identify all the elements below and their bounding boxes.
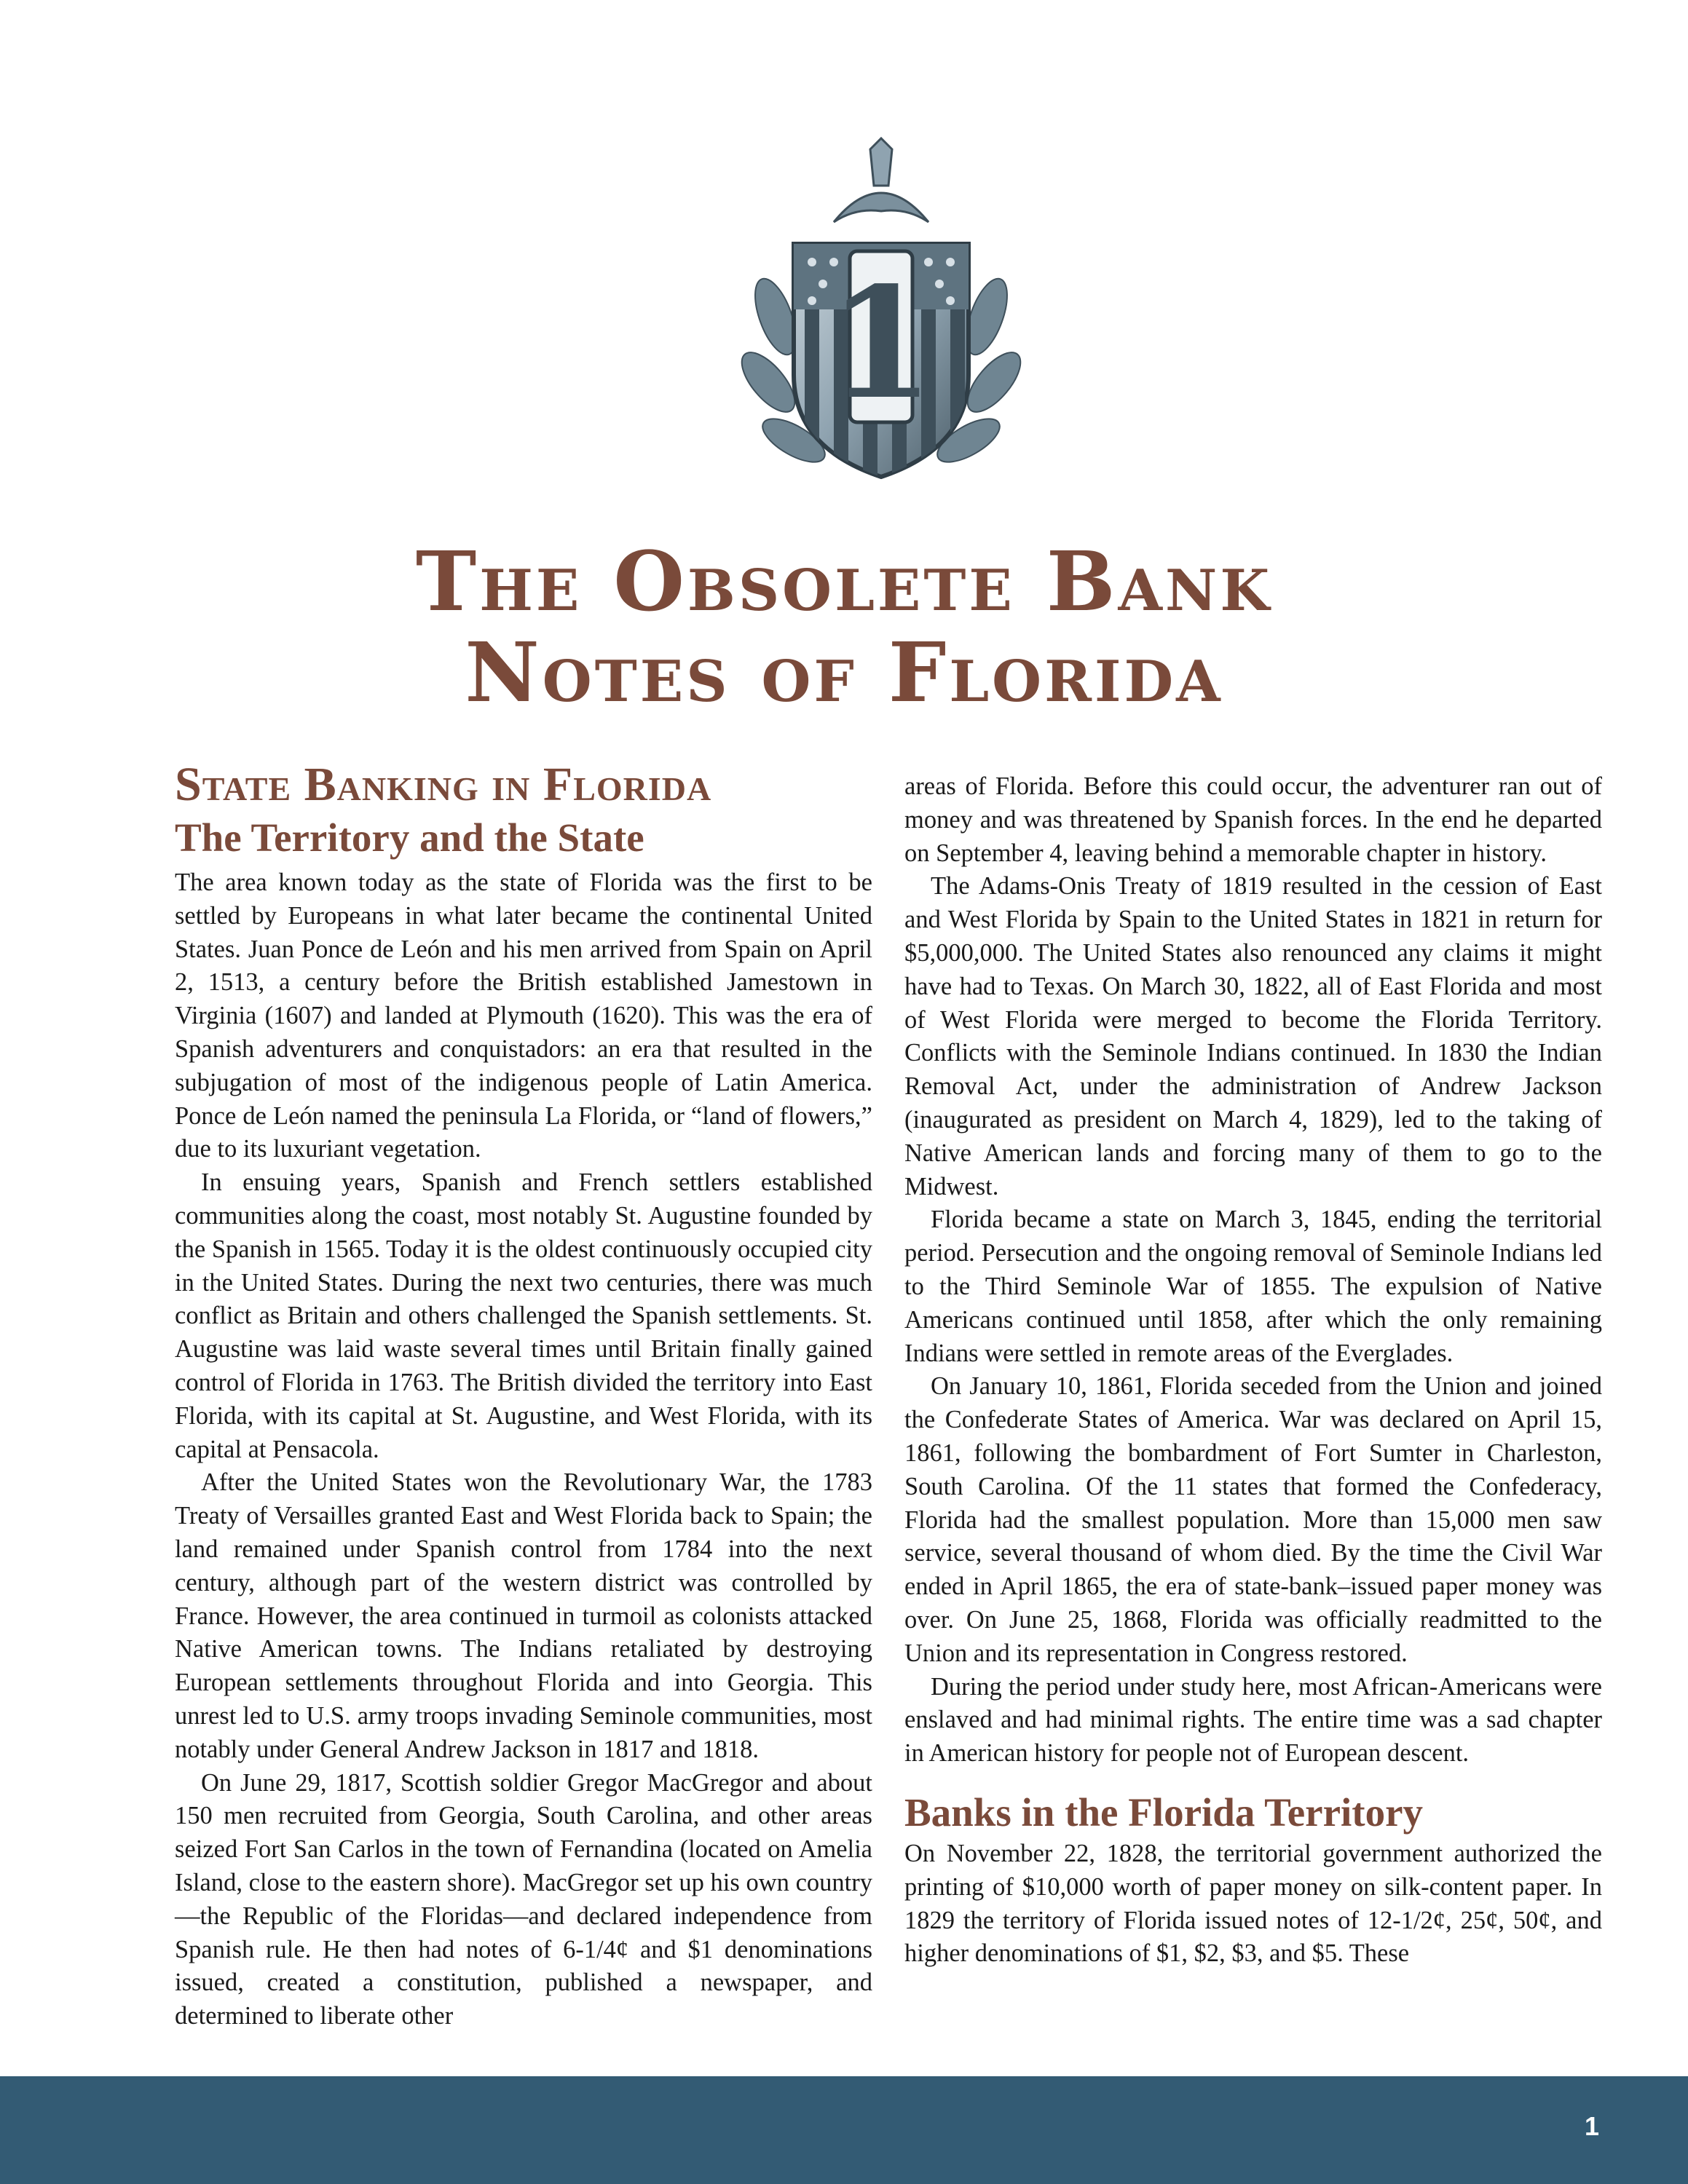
shield-emblem-icon <box>725 135 1038 499</box>
subheading-territory-state: The Territory and the State <box>175 815 644 860</box>
page-title-line-2: Notes of Florida <box>465 625 1223 721</box>
paragraph: In ensuing years, Spanish and French settlers established communities along the coast, most notably St. Augustine founded by the Spanish in 1565. Today it is the oldest continuously occupied city in the United States. During the next two centuries, there was much conflict as Britain and others challenged the Spanish settlements. St. Augustine was laid waste several times until Britain finally gained control of Florida in 1763. The British divided the territory into East Florida, with its capital at St. Augustine, and West Florida, with its capital at Pensacola. <box>175 1168 872 1463</box>
right-column <box>904 770 1602 1971</box>
paragraph: Florida became a state on March 3, 1845, ending the territorial period. Persecution and the ongoing removal of Seminole Indians led to the Third Seminole War of 1855. The expulsion of Native Americans continued until 1858, after which the only remaining Indians were settled in remote areas of the Everglades. <box>904 1206 1602 1367</box>
paragraph: The Adams-Onis Treaty of 1819 resulted in the cession of East and West Florida by Spain to the United States in 1821 in return for $5,000,000. The United States also renounced any claims it might have had to Texas. On March 30, 1822, all of East Florida and most of West Florida were merged to become the Florida Territory. Conflicts with the Seminole Indians continued. In 1830 the Indian Removal Act, under the administration of Andrew Jackson (inaugurated as president on March 4, 1829), led to the taking of Native American lands and forcing many of them to go to the Midwest. <box>904 872 1602 1200</box>
paragraph: After the United States won the Revolutionary War, the 1783 Treaty of Versailles granted East and West Florida back to Spain; the land remained under Spanish control from 1784 into the next century, although part of the western district was controlled by France. However, the area continued in turmoil as colonists attacked Native American towns. The Indians retaliated by destroying European settlements throughout Florida and into Georgia. This unrest led to U.S. army troops invading Seminole communities, most notably under General Andrew Jackson in 1817 and 1818. <box>175 1468 872 1763</box>
paragraph: On January 10, 1861, Florida seceded from the Union and joined the Confederate States of America. War was declared on April 15, 1861, following the bombardment of Fort Sumter in Charleston, South Carolina. Of the 11 states that formed the Confederacy, Florida had the smallest population. More than 15,000 men saw service, several thousand of whom died. By the time the Civil War ended in April 1865, the era of state-bank–issued paper money was over. On June 25, 1868, Florida was officially readmitted to the Union and its representation in Congress restored. <box>904 1372 1602 1667</box>
paragraph: On June 29, 1817, Scottish soldier Gregor MacGregor and about 150 men recruited from Georgia, South Carolina, and other areas seized Fort San Carlos in the town of Fernandina (located on Amelia Island, close to the eastern shore). MacGregor set up his own country—the Republic of the Floridas—and declared independence from Spanish rule. He then had notes of 6-1/4¢ and $1 denominations issued, created a constitution, published a newspaper, and determined to liberate other <box>175 1768 872 2030</box>
section-heading: State Banking in Florida <box>175 758 712 811</box>
paragraph: During the period under study here, most African-Americans were enslaved and had minimal rights. The entire time was a sad chapter in American history for people not of European descent. <box>904 1672 1602 1768</box>
paragraph: areas of Florida. Before this could occur, the adventurer ran out of money and was threatened by Spanish forces. In the end he departed on September 4, leaving behind a memorable chapter in history. <box>904 772 1602 867</box>
footer-bar <box>0 2076 1688 2184</box>
paragraph: The area known today as the state of Florida was the first to be settled by Europeans in what later became the continental United States. Juan Ponce de León and his men arrived from Spain on April 2, 1513, a century before the British established Jamestown in Virginia (1607) and landed at Plymouth (1620). This was the era of Spanish adventurers and conquistadors: an era that resulted in the subjugation of most of the indigenous people of Latin America. Ponce de León named the peninsula La Florida, or “land of flowers,” due to its luxuriant vegetation. <box>175 869 872 1163</box>
emblem-numeral: 1 <box>827 253 935 433</box>
page-number: 1 <box>1584 2111 1599 2141</box>
left-column <box>175 866 872 2033</box>
page-title-line-1: The Obsolete Bank <box>415 534 1273 630</box>
subheading-banks-territory: Banks in the Florida Territory <box>904 1789 1423 1835</box>
paragraph: On November 22, 1828, the territorial government authorized the printing of $10,000 worth of paper money on silk-content paper. In 1829 the territory of Florida issued notes of 12-1/2¢, 25¢, 50¢, and higher denominations of $1, $2, $3, and $5. These <box>904 1839 1602 1968</box>
